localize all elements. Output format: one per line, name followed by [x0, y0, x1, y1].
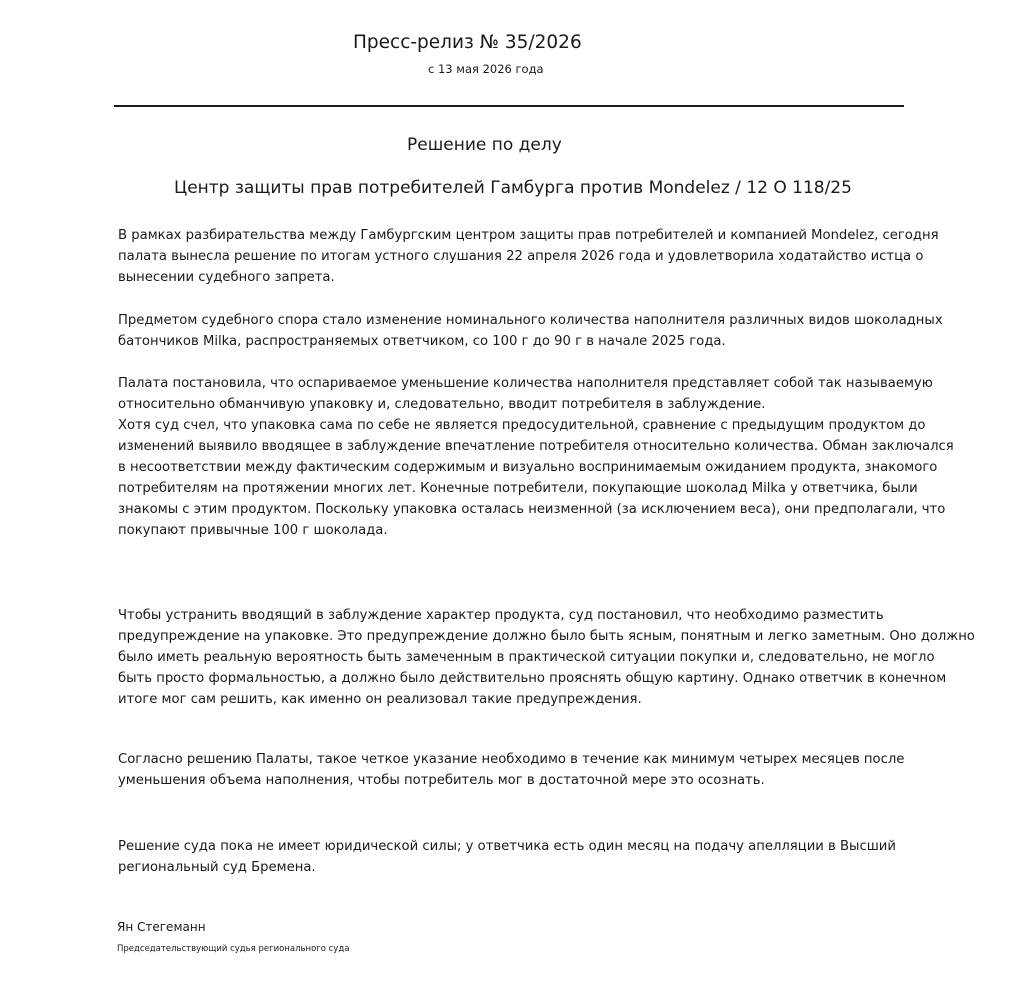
text-line: покупают привычные 100 г шоколада. [118, 523, 388, 538]
text-line: в несоответствии между фактическим содержимым и визуально воспринимаемым ожиданием продукта, знакомого [118, 460, 938, 475]
paragraph-appeal [118, 836, 908, 878]
text-line: батончиков Milka, распространяемых ответчиком, со 100 г до 90 г в начале 2025 года. [118, 334, 726, 349]
text-line: уменьшения объема наполнения, чтобы потребитель мог в достаточной мере это осознать. [118, 773, 765, 788]
text-line: быть просто формальностью, а должно было действительно прояснять общую картину. Однако ответчик в конечном [118, 671, 947, 686]
text-line: Палата постановила, что оспариваемое уменьшение количества наполнителя представляет собой так называемую [118, 376, 933, 391]
case-title: Центр защиты прав потребителей Гамбурга против Mondelez / 12 O 118/25 [174, 178, 852, 198]
text-line: было иметь реальную вероятность быть замеченным в практической ситуации покупки и, следовательно, не могло [118, 650, 935, 665]
text-line: изменений выявило вводящее в заблуждение впечатление потребителя относительно количества. Обман заключался [118, 439, 954, 454]
press-release-title: Пресс-релиз № 35/2026 [353, 32, 582, 53]
text-line: Решение суда пока не имеет юридической силы; у ответчика есть один месяц на подачу апелляции в Высший [118, 839, 896, 854]
paragraph-warning [118, 605, 975, 710]
text-line: относительно обманчивую упаковку и, следовательно, вводит потребителя в заблуждение. [118, 397, 766, 412]
text-line: итоге мог сам решить, как именно он реализовал такие предупреждения. [118, 692, 642, 707]
paragraph-ruling [118, 373, 954, 541]
text-line: Хотя суд счел, что упаковка сама по себе не является предосудительной, сравнение с предыдущим продуктом до [118, 418, 926, 433]
text-line: Согласно решению Палаты, такое четкое указание необходимо в течение как минимум четырех месяцев после [118, 752, 905, 767]
text-line: палата вынесла решение по итогам устного слушания 22 апреля 2026 года и удовлетворила ходатайство истца о [118, 249, 924, 264]
text-line: региональный суд Бремена. [118, 860, 316, 875]
header-divider [114, 105, 904, 107]
paragraph-duration [118, 749, 908, 791]
press-release-date: с 13 мая 2026 года [428, 62, 544, 76]
text-line: потребителям на протяжении многих лет. Конечные потребители, покупающие шоколад Milka у ответчика, были [118, 481, 918, 496]
signature-role: Председательствующий судья регионального суда [117, 944, 350, 954]
text-line: вынесении судебного запрета. [118, 270, 335, 285]
paragraph-subject [118, 310, 943, 352]
text-line: В рамках разбирательства между Гамбургским центром защиты прав потребителей и компанией Mondelez, сегодня [118, 228, 939, 243]
text-line: знакомы с этим продуктом. Поскольку упаковка осталась неизменной (за исключением веса), они предполагали, что [118, 502, 946, 517]
section-title: Решение по делу [407, 135, 562, 155]
text-line: предупреждение на упаковке. Это предупреждение должно было быть ясным, понятным и легко заметным. Оно должно [118, 629, 975, 644]
paragraph-intro [118, 225, 939, 288]
signature-name: Ян Стегеманн [117, 920, 206, 934]
text-line: Предметом судебного спора стало изменение номинального количества наполнителя различных видов шоколадных [118, 313, 943, 328]
text-line: Чтобы устранить вводящий в заблуждение характер продукта, суд постановил, что необходимо разместить [118, 608, 884, 623]
